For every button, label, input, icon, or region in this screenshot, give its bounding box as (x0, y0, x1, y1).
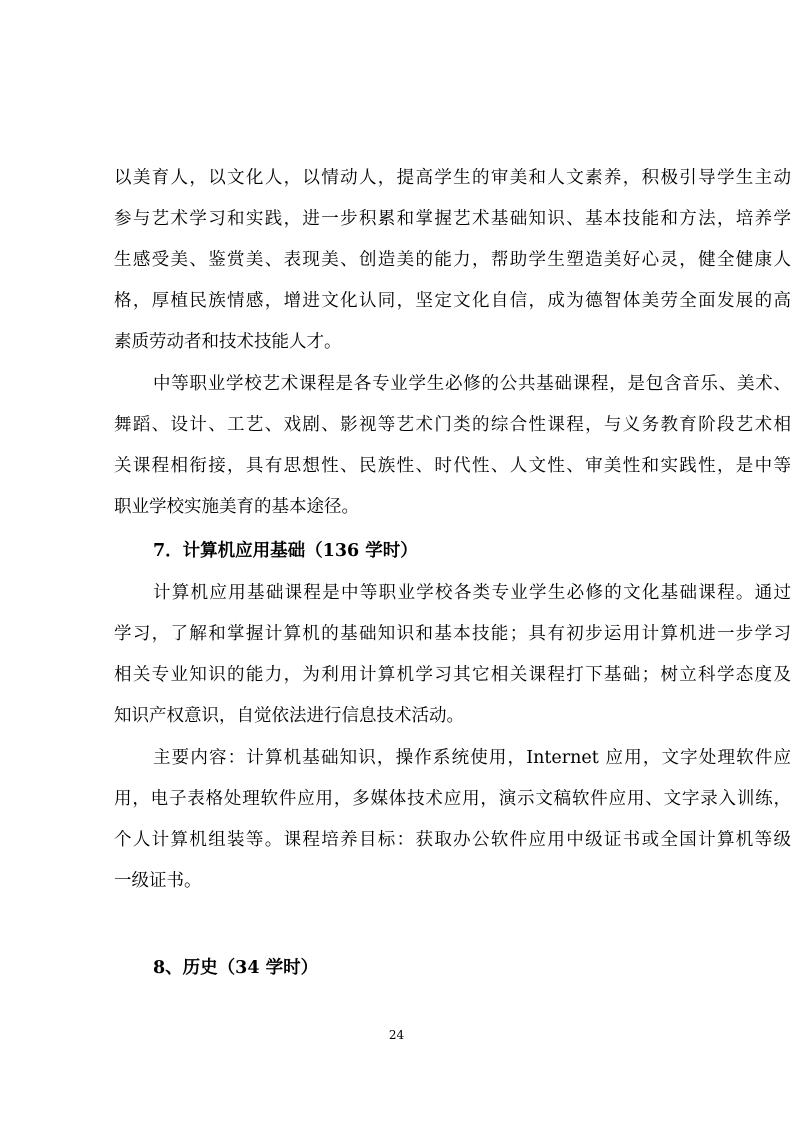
body-text-line: 生感受美、鉴赏美、表现美、创造美的能力，帮助学生塑造美好心灵，健全健康人 (114, 250, 791, 270)
body-text-line: 中等职业学校艺术课程是各专业学生必修的公共基础课程，是包含音乐、美术、 (153, 374, 791, 394)
body-text-line: 相关专业知识的能力，为利用计算机学习其它相关课程打下基础；树立科学态度及 (114, 665, 791, 685)
section-heading: 7．计算机应用基础（136 学时） (153, 541, 418, 561)
body-text-line: 学习，了解和掌握计算机的基础知识和基本技能；具有初步运用计算机进一步学习 (114, 624, 791, 644)
body-text-line: 一级证书。 (114, 871, 202, 891)
body-text-line: 关课程相衔接，具有思想性、民族性、时代性、人文性、审美性和实践性，是中等 (114, 456, 791, 476)
page-number: 24 (388, 1028, 405, 1042)
body-text-line: 参与艺术学习和实践，进一步积累和掌握艺术基础知识、基本技能和方法，培养学 (114, 209, 791, 229)
body-text-line: 格，厚植民族情感，增进文化认同，坚定文化自信，成为德智体美劳全面发展的高 (114, 291, 791, 311)
body-text-line: 素质劳动者和技术技能人才。 (114, 332, 342, 352)
body-text-line: 用，电子表格处理软件应用，多媒体技术应用，演示文稿软件应用、文字录入训练， (114, 789, 791, 809)
body-text-line: 职业学校实施美育的基本途径。 (114, 497, 359, 517)
body-text-line: 舞蹈、设计、工艺、戏剧、影视等艺术门类的综合性课程，与义务教育阶段艺术相 (114, 415, 791, 435)
body-text-line: 知识产权意识，自觉依法进行信息技术活动。 (114, 706, 464, 726)
body-text-line: 主要内容：计算机基础知识，操作系统使用，Internet 应用，文字处理软件应 (153, 748, 791, 768)
body-text-line: 以美育人，以文化人，以情动人，提高学生的审美和人文素养，积极引导学生主动 (114, 168, 791, 188)
body-text-line: 计算机应用基础课程是中等职业学校各类专业学生必修的文化基础课程。通过 (153, 583, 791, 603)
section-heading: 8、历史（34 学时） (153, 958, 319, 978)
body-text-line: 个人计算机组装等。课程培养目标：获取办公软件应用中级证书或全国计算机等级 (114, 830, 791, 850)
